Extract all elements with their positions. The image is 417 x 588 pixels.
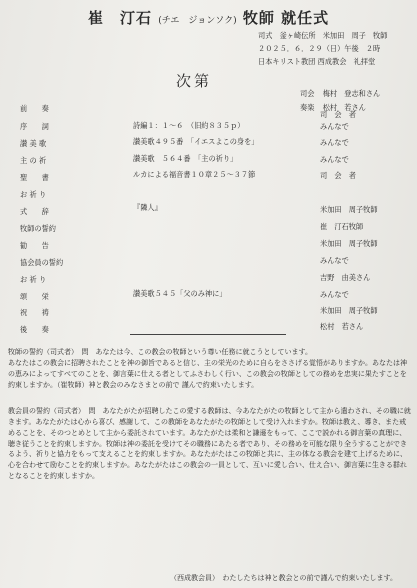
section-divider (130, 334, 286, 335)
program-item-person: 司 会 者 (320, 110, 356, 119)
ceremony-name: 牧師 就任式 (242, 9, 330, 27)
program-item-person: みんなで (320, 256, 349, 265)
role-person: 梅村 登志和さん (322, 89, 381, 98)
members-vow-body: 教会員の誓約（司式者） 問 あなたがたが招聘したこの愛する教師は、今あなたがたの牧師として主から遣わされ、その職に就きます。あなたがたは心から喜び、感謝して、この教師をあなたがたの牧師として受け入れますか。牧師は教え、導き、また戒めることを、そのつとめとして主から委託されています。あなたがたは柔和と謙遜をもって、ここで説かれる御言葉の真理に、聴き従うことを約束しますか。牧師は神の委託を受けてその職務にあたる者であり、その務めを可能な限り全うすることができるよう、祈りと協力をもって支えることを約束しますか。あなたがたはこの牧師と共に、主の体なる教会を建て上げるために、心を合わせて励むことを約束しますか。あなたがたはこの教会の一員として、互いに愛し合い、仕え合い、御言葉に生きる群れとなることを約束しますか。 (8, 407, 411, 481)
role-label: 司会 (300, 89, 315, 98)
program-heading: 次第 (176, 72, 213, 90)
venue-line: 日本キリスト教団 西成教会 礼拝堂 (258, 57, 376, 66)
program-item-desc: ルカによる福音書１０章２５～３７節 (133, 170, 256, 179)
program-item-label: 主 の 祈 (20, 156, 47, 165)
program-item-person: 松村 若さん (320, 322, 364, 331)
program-item-label: 後 奏 (20, 325, 49, 334)
program-item-desc: 讃美歌４９５番 「イエスよこの身を」 (133, 137, 259, 146)
role-row (300, 89, 380, 99)
members-vow (8, 406, 411, 569)
program-item-desc: 『隣人』 (133, 203, 162, 212)
program-item-label: 序 詞 (20, 122, 49, 131)
program-item-desc: 讃美歌５４５「父のみ神に」 (133, 289, 227, 298)
program-item-person: 米加田 周子牧師 (320, 306, 378, 315)
program-item-label: 牧師の誓約 (20, 224, 56, 233)
datetime-line: ２０２５．６．２９（日）午後 ２時 (258, 44, 381, 53)
role-label: 奏楽 (300, 103, 315, 112)
program-item-label: 式 辞 (20, 207, 49, 216)
program-item-person: みんなで (320, 155, 349, 164)
document-title (88, 7, 329, 28)
pastor-name-reading: (チエ ジョンソク) (158, 16, 237, 26)
program-item-label: お 祈 り (20, 275, 47, 284)
program-item-desc: 讃美歌 ５６４番 「主の祈り」 (133, 154, 238, 163)
pastor-name: 崔 汀石 (88, 9, 153, 27)
program-item-person: 崔 汀石牧師 (320, 222, 364, 231)
program-item-person: みんなで (320, 138, 349, 147)
program-item-desc: 詩編１：１～６ （旧約８３５ｐ） (133, 121, 245, 130)
program-item-label: 頌 栄 (20, 292, 49, 301)
program-item-label: 讃 美 歌 (20, 139, 47, 148)
program-item-person: みんなで (320, 122, 349, 131)
program-item-person: 米加田 周子牧師 (320, 205, 378, 214)
program-item-label: お 祈 り (20, 190, 47, 199)
program-item-person: 米加田 周子牧師 (320, 239, 378, 248)
program-item-label: 聖 書 (20, 173, 49, 182)
program-item-label: 前 奏 (20, 104, 49, 113)
role-person: 松村 若さん (322, 103, 366, 112)
program-item-person: 吉野 由美さん (320, 273, 371, 282)
members-vow-response: （西成教会員） わたしたちは神と教会との前で謹んで約束いたします。 (170, 574, 397, 582)
pastor-vow-question: 牧師の誓約（司式者） 問 あなたは今、この教会の牧師という尊い任務に就こうとしています。 (8, 348, 312, 356)
program-item-person: 司 会 者 (320, 171, 356, 180)
program-item-label: 協会員の誓約 (20, 258, 64, 267)
pastor-vow-body: あなたはこの教会に招聘されたことを神の御旨であると信じ、主の栄光のために自らをささげる覚悟がありますか。あなたは神の恵みによってすべてのことを、御言葉に仕える者としてふさわしく行い、この教会の牧師としての務めを忠実に果たすことを約束しますか。（崔牧師）神と教会のみなさまとの前で 謹んで約束いたします。 (8, 358, 407, 389)
officiant-line: 司式 釜ヶ崎伝所 米加田 周子 牧師 (258, 31, 388, 40)
program-item-label: 祝 祷 (20, 308, 49, 317)
pastor-vow (8, 347, 411, 402)
program-item-person: みんなで (320, 290, 349, 299)
program-item-label: 勧 告 (20, 241, 49, 250)
